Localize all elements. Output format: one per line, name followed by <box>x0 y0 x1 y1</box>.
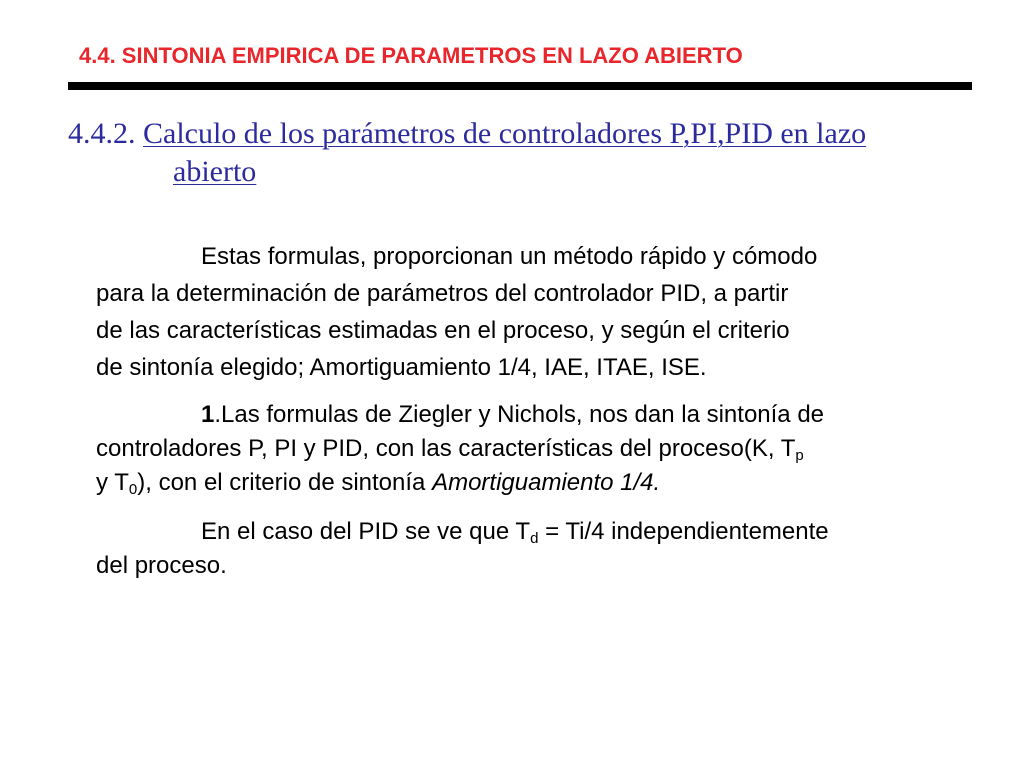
subsection-title-line2: abierto <box>173 155 257 188</box>
zn-line-3-mid: ), con el criterio de sintonía <box>137 469 433 496</box>
intro-line-3: de las características estimadas en el proceso, y según el criterio <box>96 317 790 344</box>
list-number: 1 <box>201 401 215 428</box>
intro-line-1: Estas formulas, proporcionan un método rápido y cómodo <box>201 243 818 270</box>
zn-criterion: Amortiguamiento 1/4. <box>432 469 661 496</box>
pid-line-2: del proceso. <box>96 552 227 579</box>
title-divider <box>68 82 972 90</box>
zn-subscript-p: p <box>795 447 804 464</box>
pid-line-1-start: En el caso del PID se ve que T <box>201 518 531 545</box>
zn-line-2: controladores P, PI y PID, con las características del proceso(K, T <box>96 435 796 462</box>
zn-line-1: .Las formulas de Ziegler y Nichols, nos dan la sintonía de <box>214 401 825 428</box>
subsection-heading <box>68 115 998 191</box>
paragraph-pid-note <box>96 515 976 583</box>
intro-line-4: de sintonía elegido; Amortiguamiento 1/4, IAE, ITAE, ISE. <box>96 354 707 381</box>
pid-line-1-end: = Ti/4 independientemente <box>538 518 829 545</box>
zn-line-3-start: y T <box>96 469 129 496</box>
pid-subscript-d: d <box>530 530 539 547</box>
paragraph-intro <box>96 238 976 386</box>
intro-line-2: para la determinación de parámetros del controlador PID, a partir <box>96 280 789 307</box>
section-title: 4.4. SINTONIA EMPIRICA DE PARAMETROS EN LAZO ABIERTO <box>79 43 743 68</box>
zn-subscript-0: 0 <box>128 481 138 498</box>
subsection-title-line1: Calculo de los parámetros de controladores P,PI,PID en lazo <box>143 117 867 150</box>
subsection-number: 4.4.2. <box>68 117 136 150</box>
paragraph-ziegler-nichols <box>96 398 976 500</box>
